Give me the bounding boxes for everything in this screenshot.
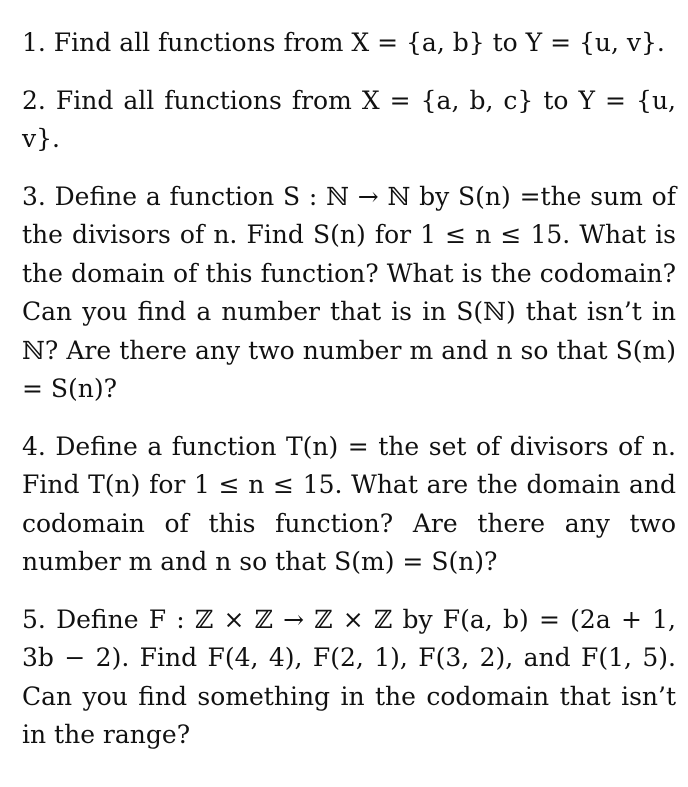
problem-3 (22, 178, 676, 409)
problem-3-text: 3. Define a function S : ℕ → ℕ by S(n) =the sum of the divisors of n. Find S(n) for 1 ≤ n ≤ 15. What is the domain of this function? What is the codomain? Can you find a number that is in S(ℕ) that isn’t in ℕ? Are there any two number m and n so that S(m) = S(n)? (22, 181, 676, 403)
problem-5 (22, 601, 676, 755)
problem-2-text: 2. Find all functions from X = {a, b, c} to Y = {u, v}. (22, 85, 676, 153)
problem-list (22, 24, 676, 774)
problem-1-text: 1. Find all functions from X = {a, b} to Y = {u, v}. (22, 28, 665, 57)
problem-4-text: 4. Define a function T(n) = the set of divisors of n. Find T(n) for 1 ≤ n ≤ 15. What are the domain and codomain of this function? Are there any two number m and n so that S(m) = S(n)? (22, 431, 676, 576)
problem-1 (22, 24, 676, 63)
problem-4 (22, 428, 676, 582)
problem-2 (22, 82, 676, 159)
problem-5-text: 5. Define F : ℤ × ℤ → ℤ × ℤ by F(a, b) = (2a + 1, 3b − 2). Find F(4, 4), F(2, 1), F(3, 2), and F(1, 5). Can you find something in the codomain that isn’t in the range? (22, 604, 676, 749)
